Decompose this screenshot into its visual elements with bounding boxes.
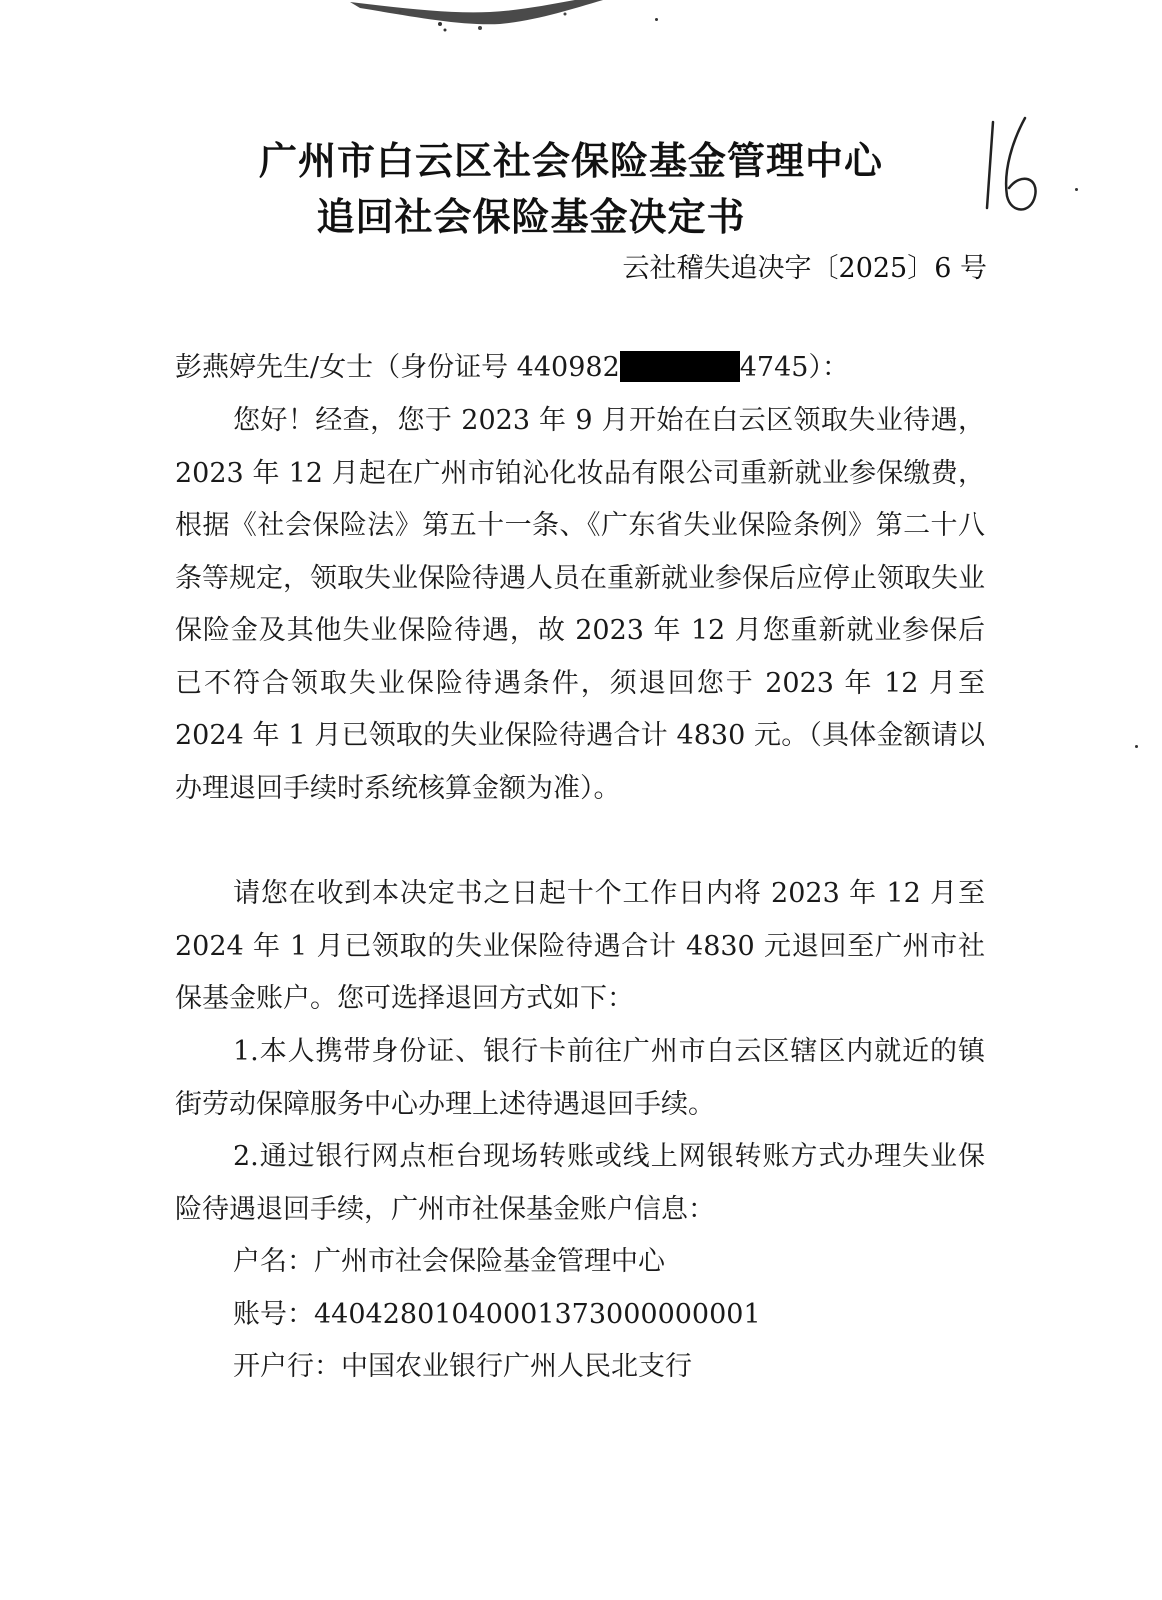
- scan-speck: [1075, 188, 1078, 191]
- salutation: [175, 342, 985, 395]
- account-name: 户名：广州市社会保险基金管理中心: [233, 1246, 665, 1277]
- handwritten-page-mark: [985, 110, 1065, 220]
- account-bank: 开户行：中国农业银行广州人民北支行: [233, 1351, 692, 1382]
- document-title-line1: 广州市白云区社会保险基金管理中心: [258, 139, 883, 183]
- salutation-suffix: 4745）：: [739, 352, 849, 383]
- paragraph-option-1: 1.本人携带身份证、银行卡前往广州市白云区辖区内就近的镇街劳动保障服务中心办理上述待遇退回手续。: [175, 1036, 985, 1120]
- scan-smudge: [340, 0, 620, 34]
- scan-speck: [1135, 745, 1138, 748]
- redaction-block: [620, 351, 740, 382]
- document-title-line2: 追回社会保险基金决定书: [316, 195, 746, 239]
- document-number: 云社稽失追决字〔2025〕6 号: [622, 253, 987, 284]
- paragraph-findings: 您好！经查，您于 2023 年 9 月开始在白云区领取失业待遇，2023 年 12 月起在广州市铂沁化妆品有限公司重新就业参保缴费，根据《社会保险法》第五十一条、《广东省失业保险条例》第二十八条等规定，领取失业保险待遇人员在重新就业参保后应停止领取失业保险金及其他失业保险待遇，故 2023 年 12 月您重新就业参保后已不符合领取失业保险待遇条件，须退回您于 2023 年 12 月至 2024 年 1 月已领取的失业保险待遇合计 4830 元。（具体金额请以办理退回手续时系统核算金额为准）。: [175, 405, 985, 804]
- paragraph-refund-request: 请您在收到本决定书之日起十个工作日内将 2023 年 12 月至 2024 年 1 月已领取的失业保险待遇合计 4830 元退回至广州市社保基金账户。您可选择退回方式如下：: [175, 878, 985, 1014]
- paragraph-option-2: 2.通过银行网点柜台现场转账或线上网银转账方式办理失业保险待遇退回手续，广州市社保基金账户信息：: [175, 1141, 985, 1225]
- account-number: 账号：44042801040001373000000001: [233, 1299, 761, 1330]
- scan-speck: [655, 18, 658, 21]
- salutation-prefix: 彭燕婷先生/女士（身份证号 440982: [175, 352, 620, 383]
